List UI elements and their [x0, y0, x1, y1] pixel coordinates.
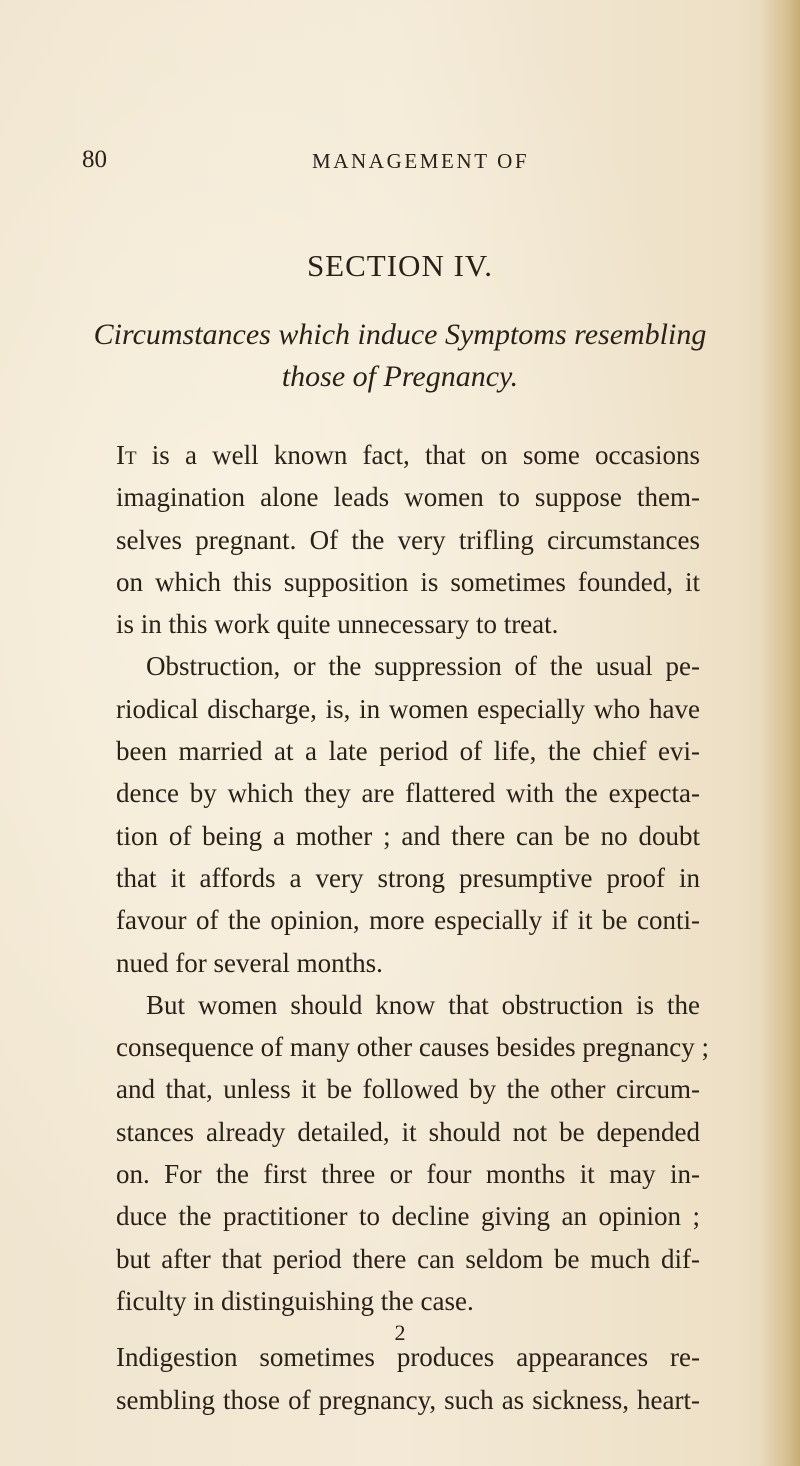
- paragraph-2-cont: [116, 688, 700, 984]
- section-title: SECTION IV.: [306, 248, 494, 283]
- page-edge-stain: [760, 0, 800, 1466]
- paragraph-line: imagination alone leads women to suppose them-: [116, 482, 700, 513]
- paragraph-line: selves pregnant. Of the very trifling circumstances: [116, 524, 700, 555]
- paragraph-line: on. For the first three or four months it may in-: [116, 1159, 700, 1190]
- running-title: MANAGEMENT OF: [312, 149, 530, 173]
- paragraph-line: But women should know that obstruction is the: [146, 989, 700, 1020]
- section-subtitle-line-2: those of Pregnancy.: [281, 360, 519, 393]
- paragraph-line: sembling those of pregnancy, such as sickness, heart-: [116, 1384, 700, 1415]
- page-number: 80: [82, 146, 107, 173]
- paragraph-line: stances already detailed, it should not be depended: [116, 1116, 700, 1147]
- opening-word: It: [116, 440, 137, 470]
- running-head: [0, 146, 800, 176]
- paragraph-line: but after that period there can seldom be much dif-: [116, 1243, 700, 1274]
- paragraph-line: dence by which they are flattered with the expecta-: [116, 778, 700, 809]
- section-subtitle-line-1: Circumstances which induce Symptoms resembling: [93, 318, 707, 351]
- paragraph-line: nued for several months.: [116, 947, 383, 978]
- paragraph-line: on which this supposition is sometimes founded, it: [116, 566, 700, 597]
- signature-mark: 2: [394, 1320, 406, 1345]
- paragraph-line: and that, unless it be followed by the other circum-: [116, 1074, 700, 1105]
- paragraph-line: that it affords a very strong presumptive proof in: [116, 862, 700, 893]
- paragraph-line: is in this work quite unnecessary to treat.: [116, 609, 559, 640]
- paragraph-4: [116, 1336, 700, 1421]
- paragraph-line: It is a well known fact, that on some occasions: [116, 440, 700, 470]
- paragraph-2: [146, 645, 700, 687]
- paragraph-3-cont: [116, 1026, 710, 1322]
- paragraph-line: favour of the opinion, more especially if it be conti-: [116, 905, 700, 936]
- paragraph-line: duce the practitioner to decline giving an opinion ;: [116, 1201, 700, 1232]
- paragraph-line: been married at a late period of life, the chief evi-: [116, 736, 700, 767]
- paragraph-3: [146, 984, 700, 1026]
- paragraph-1: [116, 434, 700, 645]
- paragraph-line: riodical discharge, is, in women especially who have: [116, 693, 700, 724]
- paragraph-line: ficulty in distinguishing the case.: [116, 1285, 474, 1316]
- paragraph-line: consequence of many other causes besides pregnancy ;: [116, 1032, 710, 1063]
- paragraph-line: tion of being a mother ; and there can be no doubt: [116, 820, 700, 851]
- paragraph-line: Indigestion sometimes produces appearances re-: [116, 1342, 700, 1373]
- body-text: [116, 434, 710, 1421]
- paragraph-line: Obstruction, or the suppression of the usual pe-: [146, 651, 700, 682]
